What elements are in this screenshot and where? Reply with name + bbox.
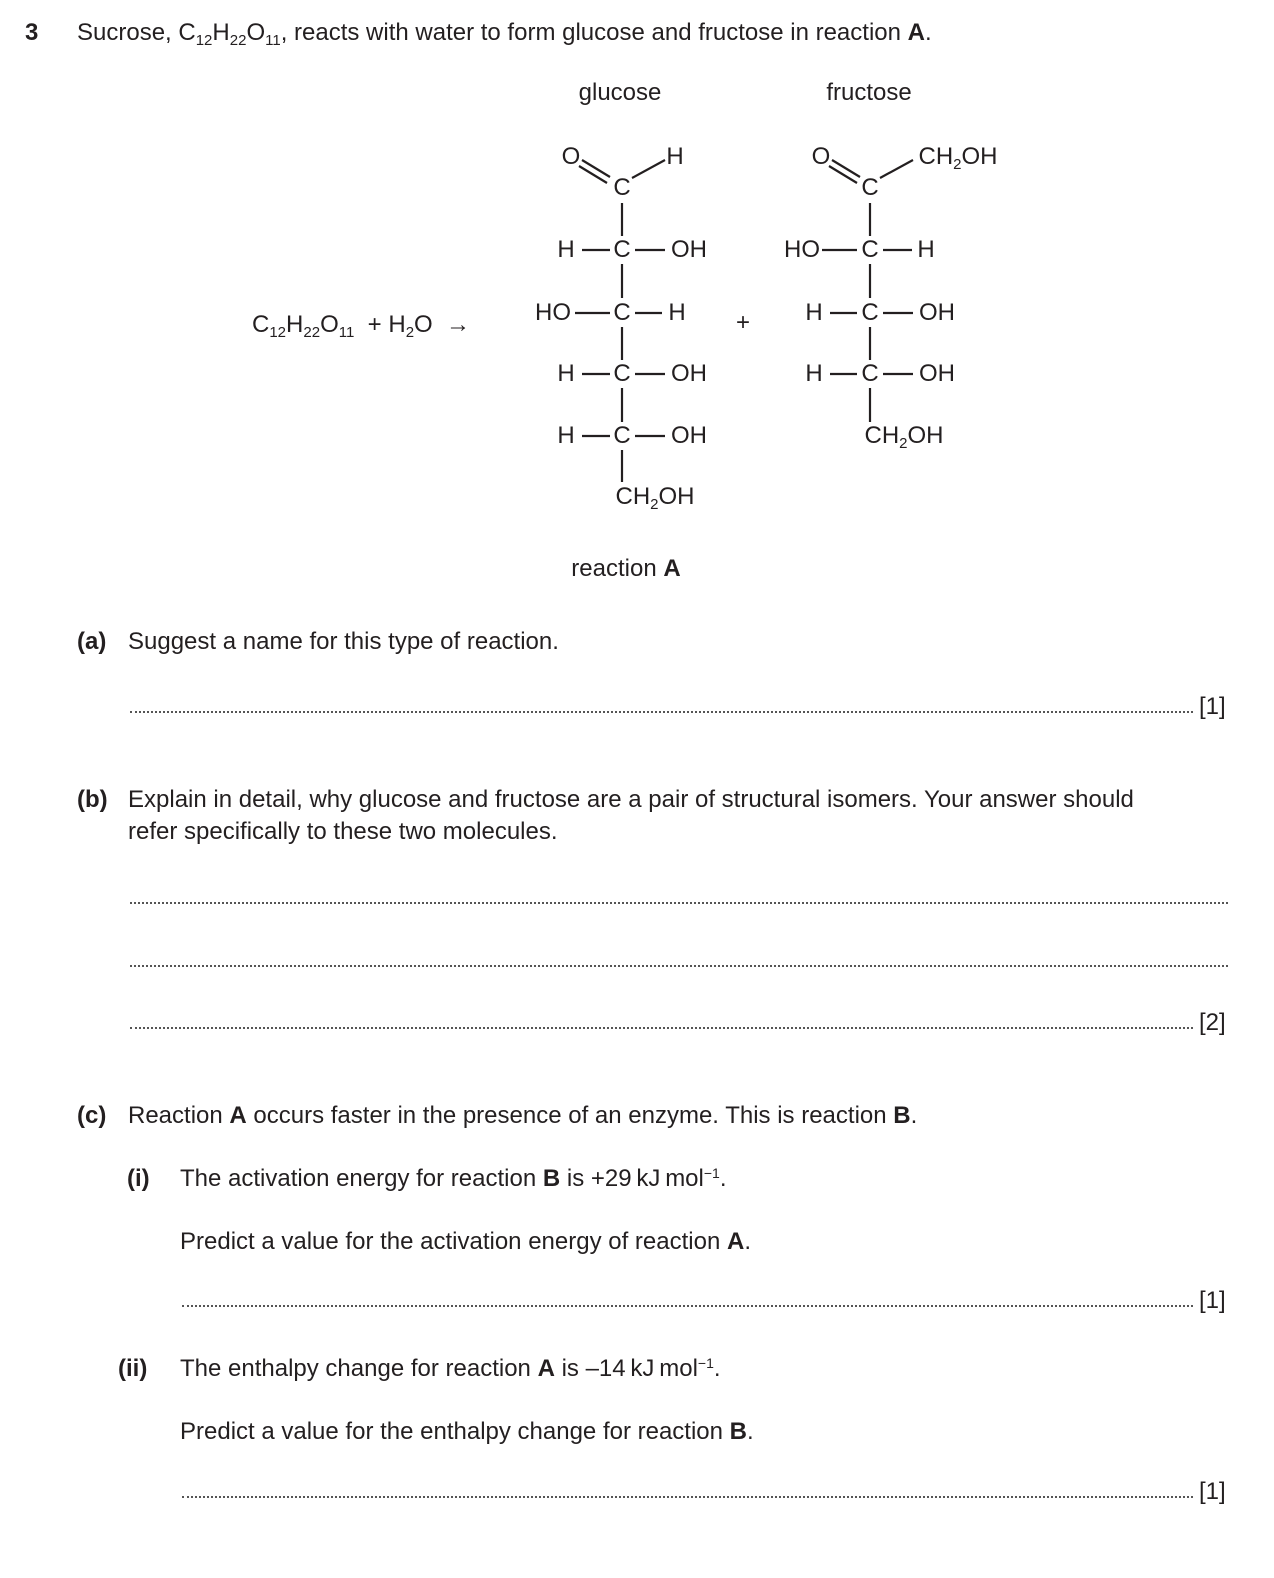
atom-label: H — [557, 422, 575, 449]
atom-label: H — [805, 299, 823, 326]
atom-label: O — [561, 143, 581, 170]
atom-label: OH — [671, 360, 707, 387]
answer-line-b1[interactable] — [130, 902, 1228, 904]
atom-label: $CH_2OH$ — [918, 143, 998, 173]
part-c-ii-text: The enthalpy change for reaction A is –14 kJ mol$^{-1}$. — [180, 1355, 721, 1382]
atom-label: H — [666, 143, 684, 170]
atom-label: C — [613, 236, 631, 263]
atom-label: HO — [535, 299, 571, 326]
part-c-ii-label: (ii) — [118, 1355, 148, 1382]
marks-c-i: [1] — [1199, 1287, 1226, 1314]
atom-label: C — [613, 422, 631, 449]
atom-label: OH — [919, 360, 955, 387]
part-c-ii-prompt: Predict a value for the enthalpy change for reaction B. — [180, 1418, 754, 1445]
plus-sign: + — [735, 309, 751, 336]
part-b-text-2: refer specifically to these two molecules. — [128, 818, 558, 845]
atom-label: H — [805, 360, 823, 387]
atom-label: C — [861, 174, 879, 201]
answer-line-a[interactable] — [130, 711, 1193, 713]
glucose-label: glucose — [578, 79, 662, 106]
part-b-text-1: Explain in detail, why glucose and fructose are a pair of structural isomers. Your answer should — [128, 786, 1134, 813]
answer-line-b2[interactable] — [130, 965, 1228, 967]
atom-label: OH — [671, 236, 707, 263]
answer-line-c-i[interactable] — [182, 1305, 1193, 1307]
atom-label: C — [861, 299, 879, 326]
marks-a: [1] — [1199, 693, 1226, 720]
marks-b: [2] — [1199, 1009, 1226, 1036]
question-number: 3 — [25, 19, 39, 46]
reaction-equation: $C_{12}H_{22}O_{11} + H_2O$ → — [252, 311, 471, 341]
atom-label: C — [613, 174, 631, 201]
atom-label: C — [861, 236, 879, 263]
atom-label: $CH_2OH$ — [615, 483, 695, 513]
reaction-label: reaction A — [571, 555, 681, 582]
atom-label: H — [557, 360, 575, 387]
part-b-label: (b) — [77, 786, 108, 813]
part-a-text: Suggest a name for this type of reaction. — [128, 628, 559, 655]
question-intro: Sucrose, $C_{12}H_{22}O_{11}$, reacts with water to form glucose and fructose in reaction A. — [77, 19, 932, 49]
answer-line-c-ii[interactable] — [182, 1496, 1193, 1498]
part-c-label: (c) — [77, 1102, 107, 1129]
atom-label: OH — [919, 299, 955, 326]
part-c-text: Reaction A occurs faster in the presence of an enzyme. This is reaction B. — [128, 1102, 918, 1129]
atom-label: C — [861, 360, 879, 387]
part-c-i-prompt: Predict a value for the activation energy of reaction A. — [180, 1228, 751, 1255]
atom-label: H — [557, 236, 575, 263]
atom-label: H — [917, 236, 935, 263]
part-c-i-label: (i) — [127, 1165, 150, 1192]
atom-label: $CH_2OH$ — [864, 422, 944, 452]
atom-label: HO — [784, 236, 820, 263]
fructose-label: fructose — [826, 79, 912, 106]
atom-label: C — [613, 299, 631, 326]
atom-label: O — [811, 143, 831, 170]
atom-label: C — [613, 360, 631, 387]
atom-label: OH — [671, 422, 707, 449]
answer-line-b3[interactable] — [130, 1027, 1193, 1029]
marks-c-ii: [1] — [1199, 1478, 1226, 1505]
part-c-i-text: The activation energy for reaction B is +29 kJ mol$^{-1}$. — [180, 1165, 727, 1192]
atom-label: H — [668, 299, 686, 326]
part-a-label: (a) — [77, 628, 107, 655]
